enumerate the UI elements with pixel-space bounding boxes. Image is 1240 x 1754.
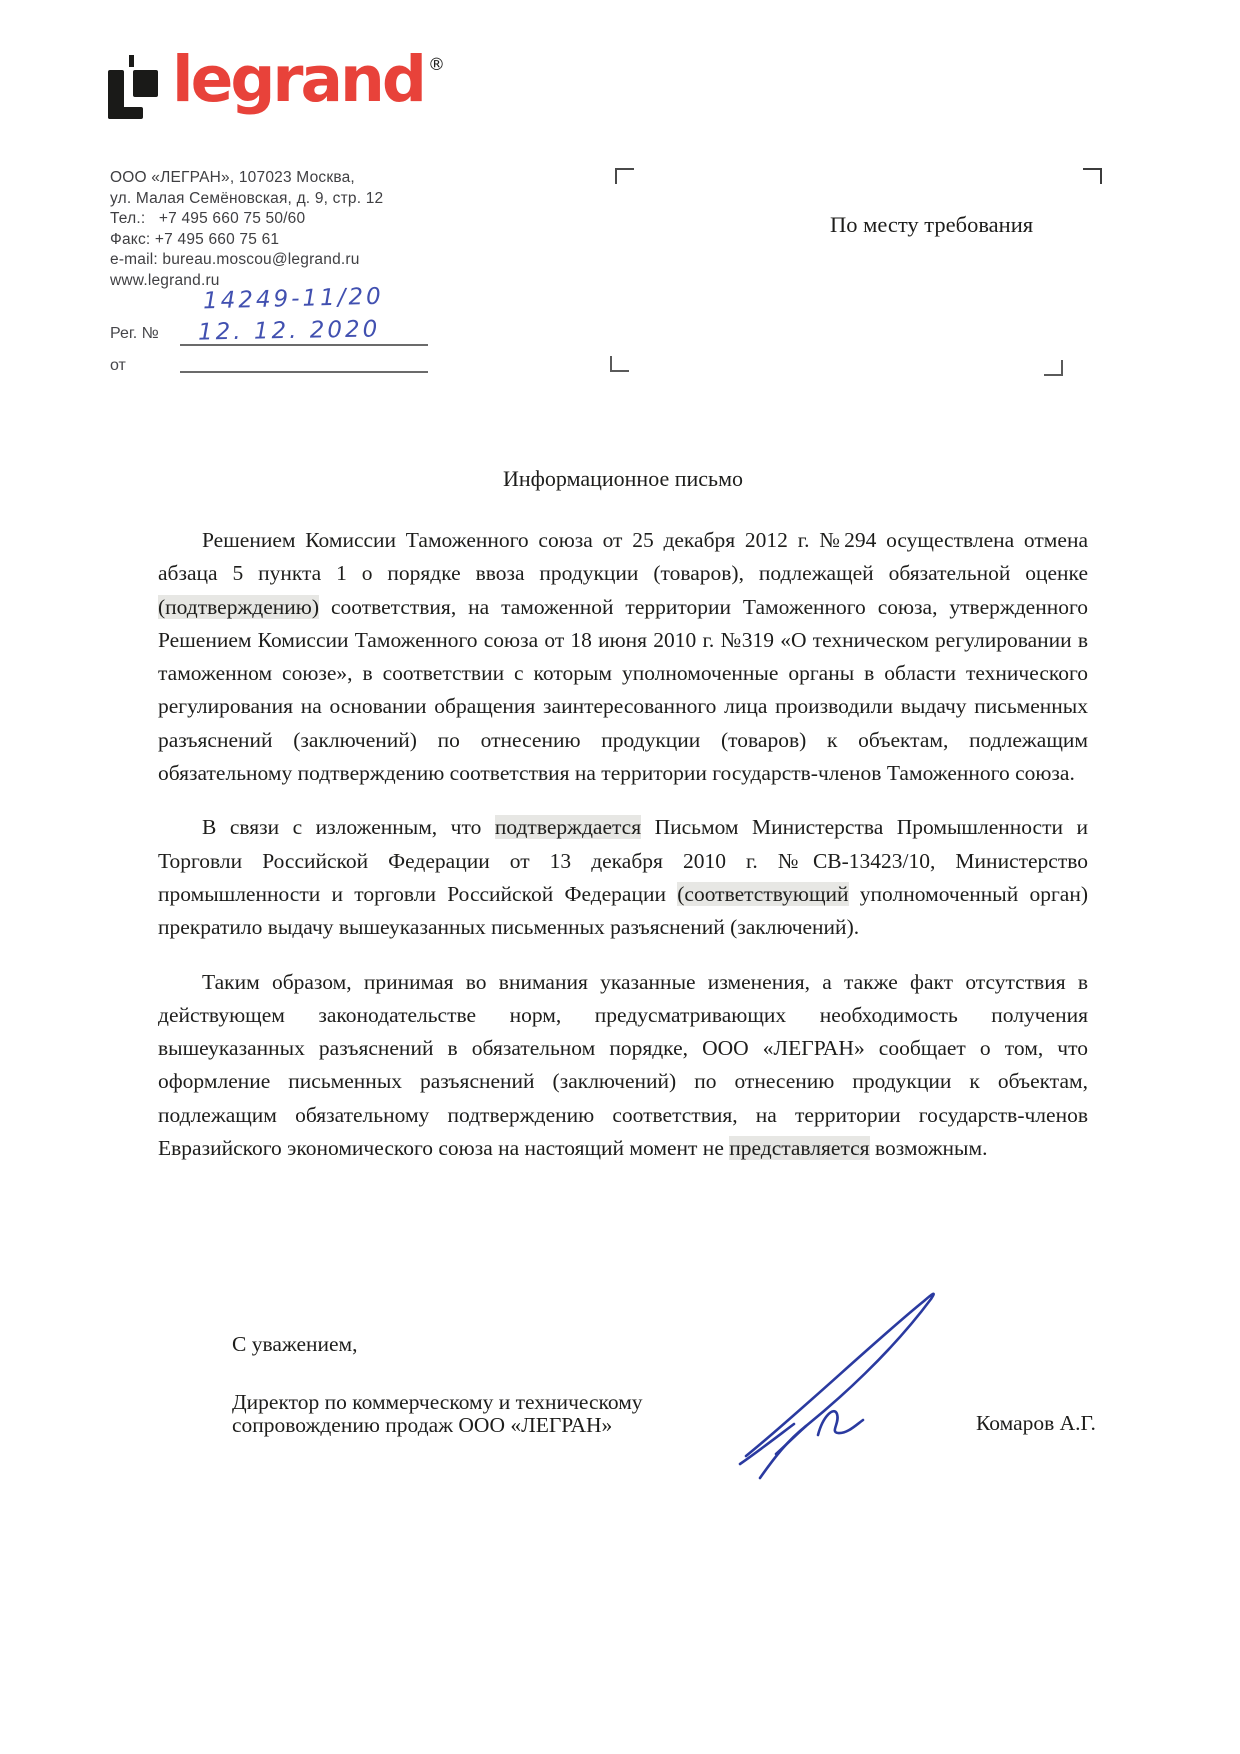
sender-email-line: e-mail: bureau.moscou@legrand.ru: [110, 251, 360, 268]
signer-name: Комаров А.Г.: [976, 1411, 1096, 1435]
paragraph: В связи с изложенным, что подтверждается Письмом Министерства Промышленности и Торговли Российской Федерации от 13 декабря 2010 г. №СВ-13423/10, Министерство промышленности и торговли Российской Федерации (соответствующий уполномоченный орган) прекратило выдачу вышеуказанных письменных разъяснений (заключений).: [158, 815, 1088, 940]
date-handwritten-value: 12. 12. 2020: [197, 316, 381, 346]
closing-block: [232, 1333, 643, 1438]
letter-body: [158, 524, 1088, 1186]
legrand-logo-icon: [108, 55, 158, 119]
date-label: от: [110, 357, 126, 374]
sender-phone-line: Тел.: +7 495 660 75 50/60: [110, 210, 306, 227]
recipient-text: По месту требования: [830, 212, 1034, 237]
address-window-bracket-bottom-left-icon: [610, 356, 629, 372]
closing-salutation: С уважением,: [232, 1332, 358, 1356]
sender-fax-line: Факс: +7 495 660 75 61: [110, 230, 280, 248]
registered-trademark-icon: ®: [427, 55, 445, 75]
sender-contact-block: [110, 168, 383, 291]
address-window-bracket-top-left-icon: [615, 168, 634, 184]
sender-street-line: ул. Малая Семёновская, д. 9, стр. 12: [110, 189, 384, 207]
sender-company-line: ООО «ЛЕГРАН», 107023 Москва,: [110, 169, 355, 186]
sender-website-line: www.legrand.ru: [110, 271, 220, 289]
signer-position-line2: сопровождению продаж ООО «ЛЕГРАН»: [232, 1413, 613, 1437]
signer-position-line1: Директор по коммерческому и техническому: [232, 1389, 643, 1414]
reg-number-handwritten-value: 14249-11/20: [202, 283, 385, 315]
address-window-bracket-top-right-icon: [1083, 168, 1102, 184]
legrand-logo: [108, 45, 445, 119]
reg-number-label: Рег. №: [110, 325, 159, 342]
paragraph: Решением Комиссии Таможенного союза от 25 декабря 2012 г. №294 осуществлена отмена абзаца 5 пункта 1 о порядке ввоза продукции (товаров), подлежащей обязательной оценке (подтверждению) соответствия, на таможенной территории Таможенного союза, утвержденного Решением Комиссии Таможенного союза от 18 июня 2010 г. №319 «О техническом регулировании в таможенном союзе», в соответствии с которым уполномоченные органы в области технического регулирования на основании обращения заинтересованного лица производили выдачу письменных разъяснений (заключений) по отнесению продукции (товаров) к объектам, подлежащим обязательному подтверждению соответствия на территории государств-членов Таможенного союза.: [158, 528, 1088, 786]
letter-title: Информационное письмо: [502, 466, 743, 491]
address-window-bracket-bottom-right-icon: [1044, 360, 1063, 376]
paragraph: Таким образом, принимая во внимания указанные изменения, а также факт отсутствия в действующем законодательстве норм, предусматривающих необходимость получения вышеуказанных разъяснений в обязательном порядке, ООО «ЛЕГРАН» сообщает о том, что оформление письменных разъяснений (заключений) по отнесению продукции к объектам, подлежащим обязательному подтверждению соответствия, на территории государств-членов Евразийского экономического союза на настоящий момент не представляется возможным.: [158, 969, 1088, 1161]
date-line: [180, 371, 428, 373]
signature-scribble-icon: [726, 1282, 962, 1482]
legrand-logo-text: legrand: [172, 43, 424, 116]
